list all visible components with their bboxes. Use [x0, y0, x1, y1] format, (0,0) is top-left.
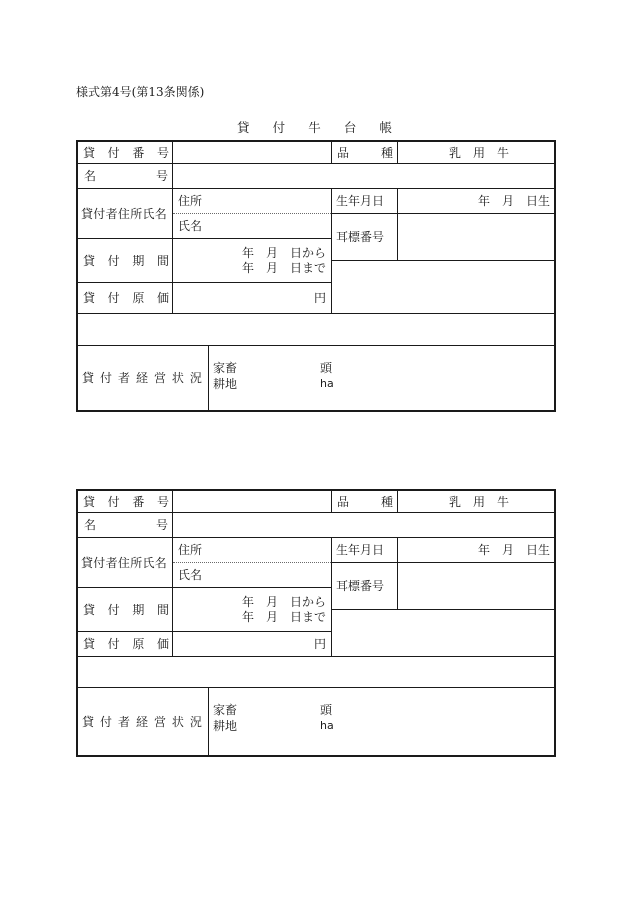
name-label: 名 号	[78, 164, 172, 188]
breed-value: 乳 用 牛	[449, 145, 509, 160]
loan-number-label: 貸 付 番 号	[78, 491, 172, 512]
management-label: 貸 付 者 経 営 状 況	[78, 346, 208, 410]
borrower-label: 貸付者住所氏名	[78, 538, 172, 587]
address-label: 住所	[178, 194, 203, 208]
person-name-row	[173, 214, 331, 238]
borrower-label: 貸付者住所氏名	[78, 189, 172, 238]
breed-value: 乳 用 牛	[449, 494, 509, 509]
farmland-unit: ha	[320, 719, 334, 732]
loan-number-field	[173, 142, 331, 163]
borrower-field	[173, 538, 331, 587]
farmland-label: 耕地	[213, 377, 238, 391]
name-label: 名 号	[78, 513, 172, 537]
loan-cost-unit: 円	[313, 291, 326, 305]
borrower-field	[173, 189, 331, 238]
person-name-label: 氏名	[178, 219, 203, 233]
breed-cell	[398, 142, 554, 163]
loan-cost-value	[173, 632, 331, 656]
name-field	[173, 513, 554, 537]
ear-tag-label: 耳標番号	[332, 563, 397, 609]
loan-period-from: 年 月 日から	[241, 246, 326, 260]
ear-tag-field	[398, 563, 554, 609]
loan-cost-label: 貸 付 原 価	[78, 283, 172, 313]
address-row	[173, 189, 331, 214]
birth-date-value: 年 月 日生	[398, 538, 554, 562]
person-name-label: 氏名	[178, 568, 203, 582]
address-label: 住所	[178, 543, 203, 557]
loan-period-value	[173, 239, 331, 282]
breed-cell	[398, 491, 554, 512]
side-blank-cell	[332, 610, 554, 656]
farmland-line	[213, 376, 334, 392]
loan-cost-unit: 円	[313, 637, 326, 651]
livestock-line	[213, 360, 332, 376]
blank-row	[78, 314, 554, 345]
birth-date-label: 生年月日	[332, 189, 397, 213]
ear-tag-field	[398, 214, 554, 260]
loan-period-from: 年 月 日から	[241, 595, 326, 609]
loan-period-to: 年 月 日まで	[241, 261, 326, 275]
ledger-table	[76, 140, 556, 412]
person-name-row	[173, 563, 331, 587]
management-value	[209, 346, 554, 410]
management-value	[209, 688, 554, 755]
loan-period-label: 貸 付 期 間	[78, 588, 172, 631]
blank-row	[78, 657, 554, 687]
ear-tag-label: 耳標番号	[332, 214, 397, 260]
livestock-label: 家畜	[213, 703, 238, 717]
farmland-line	[213, 718, 334, 734]
ledger-table	[76, 489, 556, 757]
loan-cost-value	[173, 283, 331, 313]
livestock-label: 家畜	[213, 361, 238, 375]
loan-cost-label: 貸 付 原 価	[78, 632, 172, 656]
livestock-line	[213, 702, 332, 718]
form-number: 様式第4号(第13条関係)	[76, 85, 205, 99]
birth-date-value: 年 月 日生	[398, 189, 554, 213]
side-blank-cell	[332, 261, 554, 313]
address-row	[173, 538, 331, 563]
farmland-label: 耕地	[213, 719, 238, 733]
birth-date-label: 生年月日	[332, 538, 397, 562]
livestock-unit: 頭	[320, 703, 333, 717]
loan-number-field	[173, 491, 331, 512]
name-field	[173, 164, 554, 188]
management-label: 貸 付 者 経 営 状 況	[78, 688, 208, 755]
farmland-unit: ha	[320, 377, 334, 390]
livestock-unit: 頭	[320, 361, 333, 375]
breed-label: 品 種	[332, 142, 397, 163]
loan-period-value	[173, 588, 331, 631]
breed-label: 品 種	[332, 491, 397, 512]
loan-number-label: 貸 付 番 号	[78, 142, 172, 163]
loan-period-to: 年 月 日まで	[241, 610, 326, 624]
loan-period-label: 貸 付 期 間	[78, 239, 172, 282]
document-title: 貸 付 牛 台 帳	[237, 120, 392, 135]
